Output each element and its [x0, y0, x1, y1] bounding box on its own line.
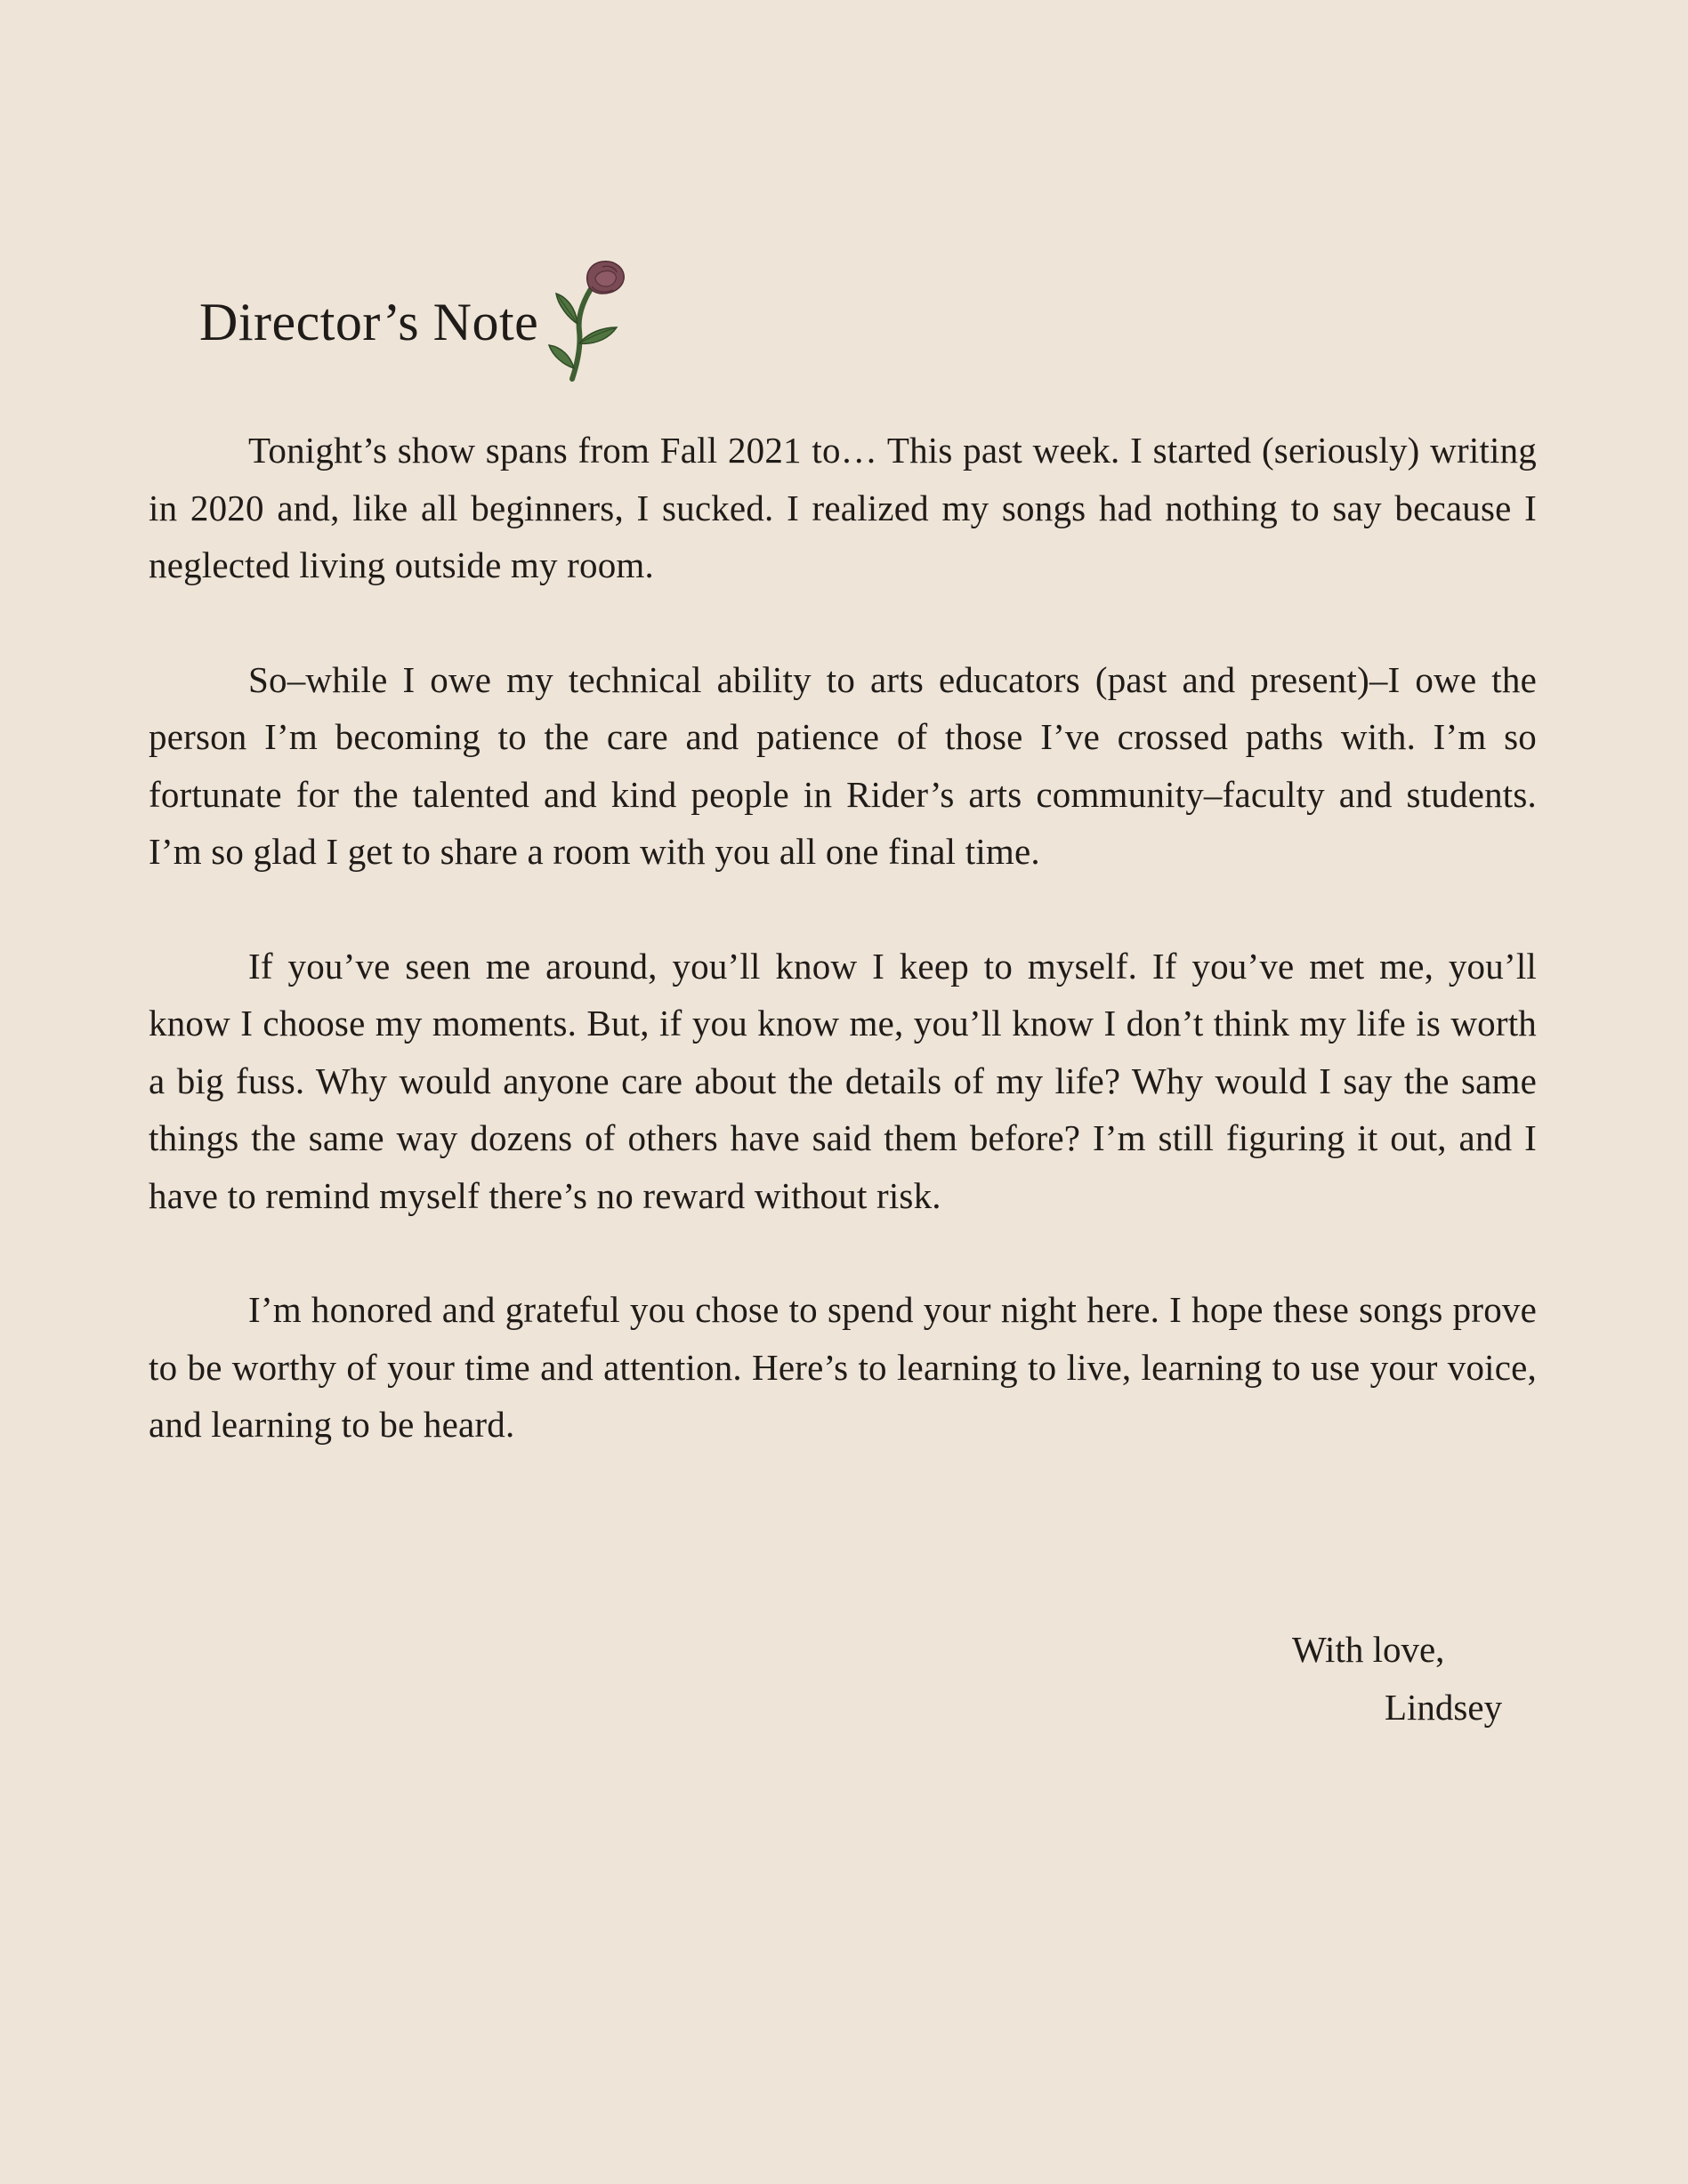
paragraph-4: I’m honored and grateful you chose to spend your night here. I hope these songs prove to be worthy of your time and attention. Here’s to learning to live, learning to use your voice, and learning to be heard.: [149, 1289, 1537, 1445]
signoff: [1292, 1621, 1502, 1736]
paragraph-2: So–while I owe my technical ability to arts educators (past and present)–I owe the person I’m becoming to the care and patience of those I’ve crossed paths with. I’m so fortunate for the talented and kind people in Rider’s arts community–faculty and students. I’m so glad I get to share a room with you all one final time.: [149, 658, 1537, 872]
paragraph-1: Tonight’s show spans from Fall 2021 to… This past week. I started (seriously) writing in 2020 and, like all beginners, I sucked. I realized my songs had nothing to say because I neglected living outside my room.: [149, 430, 1537, 585]
rose-icon: [537, 258, 636, 383]
note-body: [149, 422, 1537, 1511]
paragraph-3: If you’ve seen me around, you’ll know I keep to myself. If you’ve met me, you’ll know I choose my moments. But, if you know me, you’ll know I don’t think my life is worth a big fuss. Why would anyone care about the details of my life? Why would I say the same things the same way dozens of others have said them before? I’m still figuring it out, and I have to remind myself there’s no reward without risk.: [149, 945, 1537, 1216]
signature-name: Lindsey: [1385, 1686, 1503, 1728]
title-row: [199, 258, 636, 349]
closing-line: With love,: [1292, 1629, 1445, 1670]
page-title: Director’s Note: [199, 293, 539, 351]
